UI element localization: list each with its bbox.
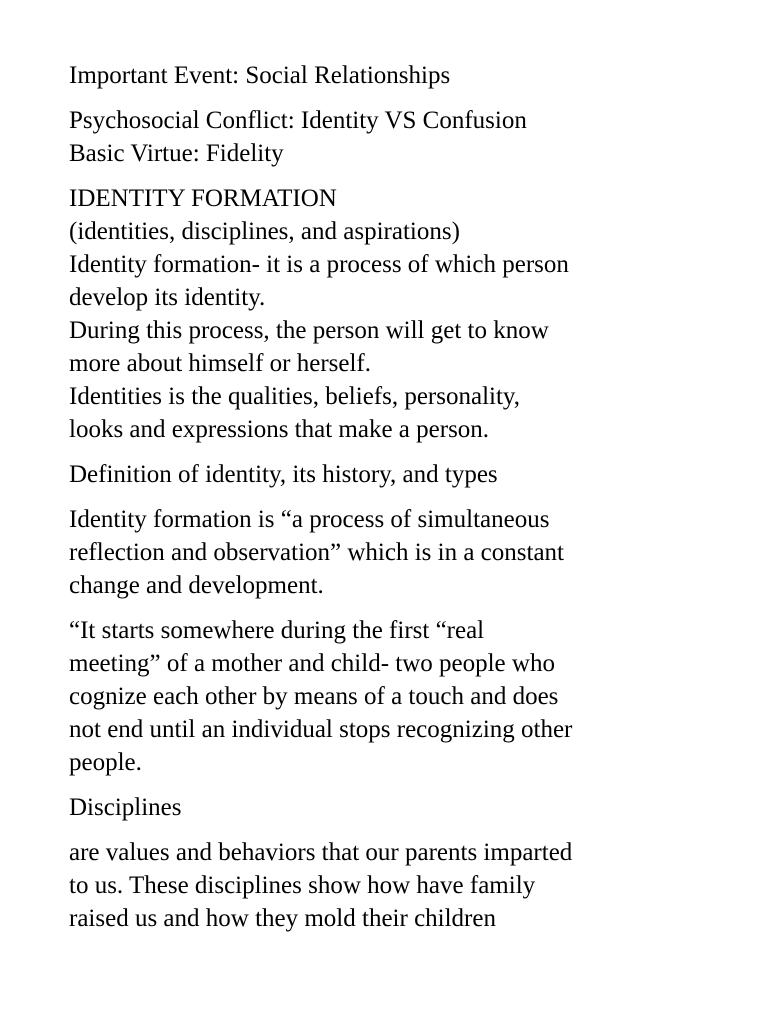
text-line: Definition of identity, its history, and types	[69, 461, 498, 488]
text-line: Psychosocial Conflict: Identity VS Confusion	[69, 107, 527, 134]
text-line: to us. These disciplines show how have family	[69, 872, 536, 899]
important-event-paragraph	[69, 59, 759, 92]
quote-paragraph	[69, 614, 759, 779]
disciplines-heading-paragraph	[69, 791, 759, 824]
text-line: Basic Virtue: Fidelity	[69, 140, 284, 167]
text-line: raised us and how they mold their children	[69, 905, 496, 932]
text-line: are values and behaviors that our parents imparted	[69, 839, 573, 866]
document-page	[69, 59, 759, 935]
conflict-virtue-paragraph	[69, 104, 759, 170]
text-line: more about himself or herself.	[69, 350, 371, 377]
text-line: people.	[69, 749, 142, 776]
definition-paragraph	[69, 503, 759, 602]
text-line: Important Event: Social Relationships	[69, 62, 451, 89]
text-line: not end until an individual stops recognizing other	[69, 716, 573, 743]
disciplines-paragraph	[69, 836, 759, 935]
text-line: “It starts somewhere during the first “real	[69, 617, 485, 644]
text-line: Identity formation is “a process of simultaneous	[69, 506, 550, 533]
text-line: Identity formation- it is a process of which person	[69, 251, 569, 278]
text-line: reflection and observation” which is in a constant	[69, 539, 564, 566]
text-line: During this process, the person will get to know	[69, 317, 549, 344]
text-line: develop its identity.	[69, 284, 266, 311]
section-heading: IDENTITY FORMATION	[69, 185, 337, 212]
definition-heading-paragraph	[69, 458, 759, 491]
text-line: Disciplines	[69, 794, 182, 821]
text-line: (identities, disciplines, and aspirations)	[69, 218, 460, 245]
text-line: looks and expressions that make a person.	[69, 416, 490, 443]
text-line: meeting” of a mother and child- two people who	[69, 650, 555, 677]
text-line: change and development.	[69, 572, 324, 599]
identity-formation-paragraph	[69, 182, 759, 446]
text-line: Identities is the qualities, beliefs, personality,	[69, 383, 521, 410]
text-line: cognize each other by means of a touch and does	[69, 683, 559, 710]
